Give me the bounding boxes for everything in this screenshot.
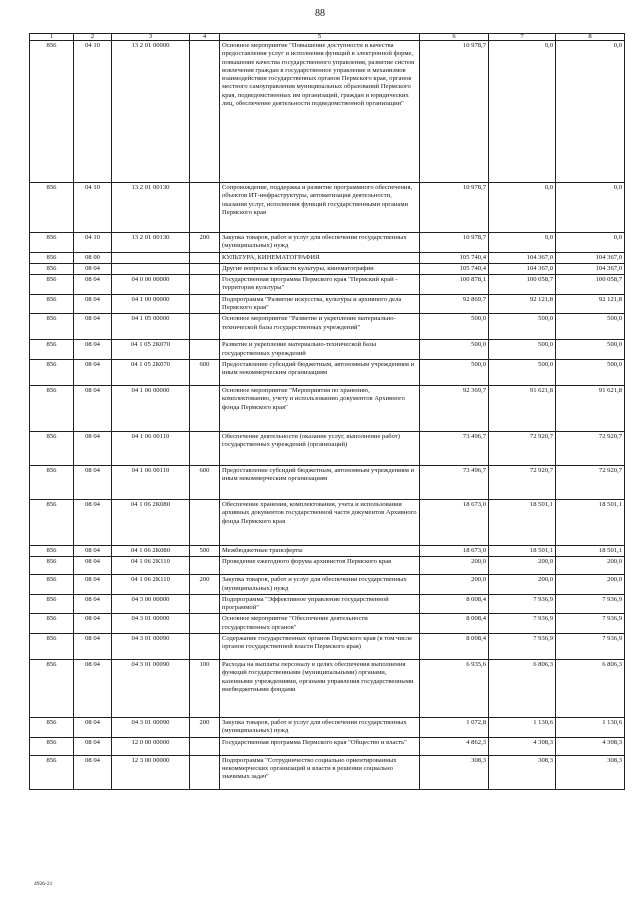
section-code-cell: 08 04 <box>74 557 112 575</box>
amount-col8-cell: 18 501,1 <box>556 499 625 545</box>
target-article-cell: 04 1 05 00000 <box>112 314 190 340</box>
target-article-cell <box>112 252 190 263</box>
table-row <box>30 252 625 263</box>
item-name-cell: Подпрограмма "Развитие искусства, культуры и архивного дела Пермского края" <box>220 294 420 314</box>
admin-code-cell: 856 <box>30 499 74 545</box>
admin-code-cell: 856 <box>30 634 74 660</box>
admin-code-cell: 856 <box>30 737 74 755</box>
target-article-cell: 04 1 05 2К070 <box>112 340 190 360</box>
amount-col7-cell: 500,0 <box>489 340 556 360</box>
target-article-cell: 13 2 01 00130 <box>112 233 190 253</box>
amount-col6-cell: 500,0 <box>420 340 489 360</box>
table-row <box>30 263 625 274</box>
item-name-cell: Содержание государственных органов Пермского края (в том числе органов государственной власти Пермского края) <box>220 634 420 660</box>
amount-col7-cell: 200,0 <box>489 557 556 575</box>
admin-code-cell: 856 <box>30 755 74 789</box>
table-row <box>30 41 625 183</box>
section-code-cell: 08 04 <box>74 755 112 789</box>
column-header: 2 <box>74 34 112 41</box>
admin-code-cell: 856 <box>30 233 74 253</box>
amount-col7-cell: 100 058,7 <box>489 275 556 295</box>
item-name-cell: Государственная программа Пермского края "Пермский край - территория культуры" <box>220 275 420 295</box>
section-code-cell: 08 00 <box>74 252 112 263</box>
amount-col6-cell: 105 740,4 <box>420 263 489 274</box>
footer-code: 4926-21 <box>34 881 53 887</box>
amount-col7-cell: 7 936,9 <box>489 594 556 614</box>
expense-type-cell <box>190 737 220 755</box>
amount-col7-cell: 7 936,9 <box>489 634 556 660</box>
section-code-cell: 08 04 <box>74 614 112 634</box>
amount-col6-cell: 200,0 <box>420 557 489 575</box>
amount-col7-cell: 500,0 <box>489 359 556 385</box>
page-number: 88 <box>315 8 325 19</box>
amount-col8-cell: 92 121,8 <box>556 294 625 314</box>
admin-code-cell: 856 <box>30 359 74 385</box>
amount-col6-cell: 18 673,0 <box>420 499 489 545</box>
expense-type-cell <box>190 294 220 314</box>
target-article-cell: 04 3 00 00000 <box>112 594 190 614</box>
admin-code-cell: 856 <box>30 465 74 499</box>
target-article-cell: 12 0 00 00000 <box>112 737 190 755</box>
amount-col6-cell: 4 862,3 <box>420 737 489 755</box>
table-row <box>30 718 625 738</box>
target-article-cell: 04 1 06 00110 <box>112 465 190 499</box>
amount-col8-cell: 91 621,8 <box>556 385 625 431</box>
amount-col8-cell: 104 367,0 <box>556 263 625 274</box>
amount-col7-cell: 4 308,3 <box>489 737 556 755</box>
amount-col6-cell: 100 878,1 <box>420 275 489 295</box>
amount-col6-cell: 500,0 <box>420 359 489 385</box>
expense-type-cell <box>190 557 220 575</box>
amount-col7-cell: 18 501,1 <box>489 499 556 545</box>
target-article-cell: 13 2 01 00130 <box>112 183 190 233</box>
item-name-cell: Проведение ежегодного форума архивистов Пермского края <box>220 557 420 575</box>
amount-col6-cell: 8 008,4 <box>420 594 489 614</box>
column-header: 5 <box>220 34 420 41</box>
budget-table <box>29 33 625 790</box>
expense-type-cell <box>190 431 220 465</box>
amount-col8-cell: 308,3 <box>556 755 625 789</box>
expense-type-cell <box>190 594 220 614</box>
admin-code-cell: 856 <box>30 575 74 595</box>
target-article-cell: 04 1 06 00000 <box>112 385 190 431</box>
admin-code-cell: 856 <box>30 252 74 263</box>
section-code-cell: 08 04 <box>74 499 112 545</box>
target-article-cell: 04 1 06 2К110 <box>112 575 190 595</box>
table-row <box>30 634 625 660</box>
amount-col7-cell: 72 920,7 <box>489 431 556 465</box>
section-code-cell: 08 04 <box>74 575 112 595</box>
amount-col7-cell: 500,0 <box>489 314 556 340</box>
amount-col7-cell: 91 621,8 <box>489 385 556 431</box>
section-code-cell: 08 04 <box>74 718 112 738</box>
item-name-cell: Закупка товаров, работ и услуг для обеспечения государственных (муниципальных) нужд <box>220 233 420 253</box>
amount-col6-cell: 73 496,7 <box>420 465 489 499</box>
amount-col6-cell: 18 673,0 <box>420 545 489 556</box>
amount-col8-cell: 0,0 <box>556 183 625 233</box>
amount-col8-cell: 500,0 <box>556 359 625 385</box>
table-row <box>30 385 625 431</box>
admin-code-cell: 856 <box>30 385 74 431</box>
section-code-cell: 04 10 <box>74 233 112 253</box>
budget-table-container <box>29 33 625 790</box>
column-header: 4 <box>190 34 220 41</box>
expense-type-cell <box>190 263 220 274</box>
amount-col7-cell: 92 121,8 <box>489 294 556 314</box>
item-name-cell: Основное мероприятие "Обеспечение деятельности государственных органов" <box>220 614 420 634</box>
column-header: 7 <box>489 34 556 41</box>
target-article-cell: 04 3 01 00090 <box>112 660 190 718</box>
target-article-cell: 04 1 06 2К080 <box>112 499 190 545</box>
amount-col8-cell: 6 806,3 <box>556 660 625 718</box>
admin-code-cell: 856 <box>30 614 74 634</box>
target-article-cell: 04 1 00 00000 <box>112 294 190 314</box>
table-row <box>30 275 625 295</box>
expense-type-cell <box>190 614 220 634</box>
item-name-cell: Расходы на выплаты персоналу в целях обеспечения выполнения функций государственными (муниципальными) органами, казенными учреждениями, органами управления государственными внебюджетными фондами <box>220 660 420 718</box>
amount-col6-cell: 8 008,4 <box>420 634 489 660</box>
column-header: 3 <box>112 34 190 41</box>
table-body <box>30 41 625 790</box>
table-row <box>30 233 625 253</box>
admin-code-cell: 856 <box>30 275 74 295</box>
amount-col8-cell: 200,0 <box>556 557 625 575</box>
column-header: 6 <box>420 34 489 41</box>
item-name-cell: Предоставление субсидий бюджетным, автономным учреждениям и иным некоммерческим организациям <box>220 465 420 499</box>
item-name-cell: Предоставление субсидий бюджетным, автономным учреждениям и иным некоммерческим организациям <box>220 359 420 385</box>
table-row <box>30 545 625 556</box>
admin-code-cell: 856 <box>30 718 74 738</box>
section-code-cell: 08 04 <box>74 263 112 274</box>
expense-type-cell <box>190 499 220 545</box>
table-row <box>30 575 625 595</box>
expense-type-cell <box>190 314 220 340</box>
section-code-cell: 08 04 <box>74 340 112 360</box>
amount-col6-cell: 10 978,7 <box>420 41 489 183</box>
target-article-cell <box>112 263 190 274</box>
amount-col8-cell: 7 936,9 <box>556 634 625 660</box>
item-name-cell: Обеспечение деятельности (оказание услуг, выполнение работ) государственных учреждений (организаций) <box>220 431 420 465</box>
table-row <box>30 755 625 789</box>
table-row <box>30 660 625 718</box>
section-code-cell: 04 10 <box>74 183 112 233</box>
table-row <box>30 499 625 545</box>
section-code-cell: 08 04 <box>74 359 112 385</box>
table-row <box>30 737 625 755</box>
amount-col6-cell: 105 740,4 <box>420 252 489 263</box>
admin-code-cell: 856 <box>30 660 74 718</box>
amount-col6-cell: 200,0 <box>420 575 489 595</box>
amount-col7-cell: 7 936,9 <box>489 614 556 634</box>
item-name-cell: Закупка товаров, работ и услуг для обеспечения государственных (муниципальных) нужд <box>220 575 420 595</box>
amount-col6-cell: 73 496,7 <box>420 431 489 465</box>
table-row <box>30 359 625 385</box>
admin-code-cell: 856 <box>30 314 74 340</box>
expense-type-cell: 200 <box>190 233 220 253</box>
target-article-cell: 04 0 00 00000 <box>112 275 190 295</box>
section-code-cell: 08 04 <box>74 431 112 465</box>
admin-code-cell: 856 <box>30 340 74 360</box>
table-row <box>30 557 625 575</box>
admin-code-cell: 856 <box>30 431 74 465</box>
amount-col6-cell: 10 978,7 <box>420 183 489 233</box>
expense-type-cell <box>190 41 220 183</box>
expense-type-cell: 200 <box>190 575 220 595</box>
item-name-cell: Основное мероприятие "Развитие и укрепление материально-технической базы государственных учреждений" <box>220 314 420 340</box>
table-row <box>30 465 625 499</box>
amount-col8-cell: 7 936,9 <box>556 594 625 614</box>
table-row <box>30 614 625 634</box>
section-code-cell: 08 04 <box>74 465 112 499</box>
admin-code-cell: 856 <box>30 183 74 233</box>
amount-col8-cell: 18 501,1 <box>556 545 625 556</box>
amount-col7-cell: 1 130,6 <box>489 718 556 738</box>
section-code-cell: 08 04 <box>74 594 112 614</box>
admin-code-cell: 856 <box>30 557 74 575</box>
amount-col6-cell: 308,3 <box>420 755 489 789</box>
expense-type-cell: 100 <box>190 660 220 718</box>
expense-type-cell: 600 <box>190 359 220 385</box>
item-name-cell: Государственная программа Пермского края "Общество и власть" <box>220 737 420 755</box>
amount-col7-cell: 18 501,1 <box>489 545 556 556</box>
amount-col8-cell: 100 058,7 <box>556 275 625 295</box>
table-row <box>30 340 625 360</box>
amount-col8-cell: 0,0 <box>556 233 625 253</box>
item-name-cell: Основное мероприятие "Повышение доступности и качества предоставления услуг и исполнения функций в электронной форме, повышение качества государственного управления, развитие систем вовлечения граждан в государственное управление и механизмов взаимодействия государственных органов Пермского края, органов местного самоуправления муниципальных образований Пермского края, подведомственных им организаций, граждан и юридических лиц, обеспечение деятельности подведомственной организации" <box>220 41 420 183</box>
table-row <box>30 314 625 340</box>
table-row <box>30 594 625 614</box>
amount-col8-cell: 500,0 <box>556 340 625 360</box>
admin-code-cell: 856 <box>30 294 74 314</box>
amount-col8-cell: 4 308,3 <box>556 737 625 755</box>
section-code-cell: 04 10 <box>74 41 112 183</box>
table-row <box>30 183 625 233</box>
target-article-cell: 04 3 01 00000 <box>112 614 190 634</box>
expense-type-cell <box>190 340 220 360</box>
amount-col8-cell: 72 920,7 <box>556 431 625 465</box>
section-code-cell: 08 04 <box>74 314 112 340</box>
target-article-cell: 04 3 01 00090 <box>112 634 190 660</box>
amount-col6-cell: 1 072,8 <box>420 718 489 738</box>
item-name-cell: Подпрограмма "Эффективное управление государственной программой" <box>220 594 420 614</box>
amount-col8-cell: 104 367,0 <box>556 252 625 263</box>
amount-col6-cell: 92 369,7 <box>420 385 489 431</box>
expense-type-cell <box>190 183 220 233</box>
section-code-cell: 08 04 <box>74 385 112 431</box>
column-header: 8 <box>556 34 625 41</box>
amount-col6-cell: 92 869,7 <box>420 294 489 314</box>
item-name-cell: Обеспечение хранения, комплектования, учета и использования архивных документов государственной части документов Архивного фонда Пермского края <box>220 499 420 545</box>
amount-col7-cell: 308,3 <box>489 755 556 789</box>
item-name-cell: Межбюджетные трансферты <box>220 545 420 556</box>
admin-code-cell: 856 <box>30 594 74 614</box>
target-article-cell: 04 1 05 2К070 <box>112 359 190 385</box>
expense-type-cell: 500 <box>190 545 220 556</box>
amount-col6-cell: 10 978,7 <box>420 233 489 253</box>
section-code-cell: 08 04 <box>74 660 112 718</box>
section-code-cell: 08 04 <box>74 275 112 295</box>
item-name-cell: Основное мероприятие "Мероприятия по хранению, комплектованию, учету и использованию документов Архивного фонда Пермского края" <box>220 385 420 431</box>
expense-type-cell: 200 <box>190 718 220 738</box>
target-article-cell: 04 1 06 2К080 <box>112 545 190 556</box>
column-header: 1 <box>30 34 74 41</box>
target-article-cell: 04 1 06 00110 <box>112 431 190 465</box>
section-code-cell: 08 04 <box>74 545 112 556</box>
item-name-cell: Развитие и укрепление материально-технической базы государственных учреждений <box>220 340 420 360</box>
item-name-cell: Другие вопросы в области культуры, кинематографии <box>220 263 420 274</box>
expense-type-cell <box>190 275 220 295</box>
section-code-cell: 08 04 <box>74 634 112 660</box>
table-row <box>30 431 625 465</box>
item-name-cell: Подпрограмма "Сотрудничество социально ориентированных некоммерческих организаций и власти в решении социально значимых задач" <box>220 755 420 789</box>
admin-code-cell: 856 <box>30 545 74 556</box>
expense-type-cell: 600 <box>190 465 220 499</box>
admin-code-cell: 856 <box>30 263 74 274</box>
target-article-cell: 04 3 01 00090 <box>112 718 190 738</box>
section-code-cell: 08 04 <box>74 737 112 755</box>
expense-type-cell <box>190 385 220 431</box>
item-name-cell: КУЛЬТУРА, КИНЕМАТОГРАФИЯ <box>220 252 420 263</box>
amount-col7-cell: 0,0 <box>489 233 556 253</box>
amount-col8-cell: 0,0 <box>556 41 625 183</box>
amount-col7-cell: 6 806,3 <box>489 660 556 718</box>
amount-col8-cell: 1 130,6 <box>556 718 625 738</box>
target-article-cell: 04 1 06 2К110 <box>112 557 190 575</box>
item-name-cell: Сопровождение, поддержка и развитие программного обеспечения, объектов ИТ-инфраструктуры, автоматизация деятельности, оказания услуг, исполнения функций государственными органами Пермского края <box>220 183 420 233</box>
amount-col6-cell: 8 008,4 <box>420 614 489 634</box>
amount-col6-cell: 500,0 <box>420 314 489 340</box>
amount-col7-cell: 104 367,0 <box>489 252 556 263</box>
amount-col8-cell: 200,0 <box>556 575 625 595</box>
expense-type-cell <box>190 634 220 660</box>
amount-col8-cell: 7 936,9 <box>556 614 625 634</box>
amount-col7-cell: 0,0 <box>489 183 556 233</box>
amount-col7-cell: 200,0 <box>489 575 556 595</box>
amount-col8-cell: 500,0 <box>556 314 625 340</box>
column-number-row <box>30 34 625 41</box>
expense-type-cell <box>190 252 220 263</box>
section-code-cell: 08 04 <box>74 294 112 314</box>
amount-col7-cell: 72 920,7 <box>489 465 556 499</box>
amount-col7-cell: 0,0 <box>489 41 556 183</box>
amount-col7-cell: 104 367,0 <box>489 263 556 274</box>
amount-col8-cell: 72 920,7 <box>556 465 625 499</box>
table-row <box>30 294 625 314</box>
expense-type-cell <box>190 755 220 789</box>
item-name-cell: Закупка товаров, работ и услуг для обеспечения государственных (муниципальных) нужд <box>220 718 420 738</box>
amount-col6-cell: 6 935,6 <box>420 660 489 718</box>
admin-code-cell: 856 <box>30 41 74 183</box>
target-article-cell: 13 2 01 00000 <box>112 41 190 183</box>
target-article-cell: 12 3 00 00000 <box>112 755 190 789</box>
